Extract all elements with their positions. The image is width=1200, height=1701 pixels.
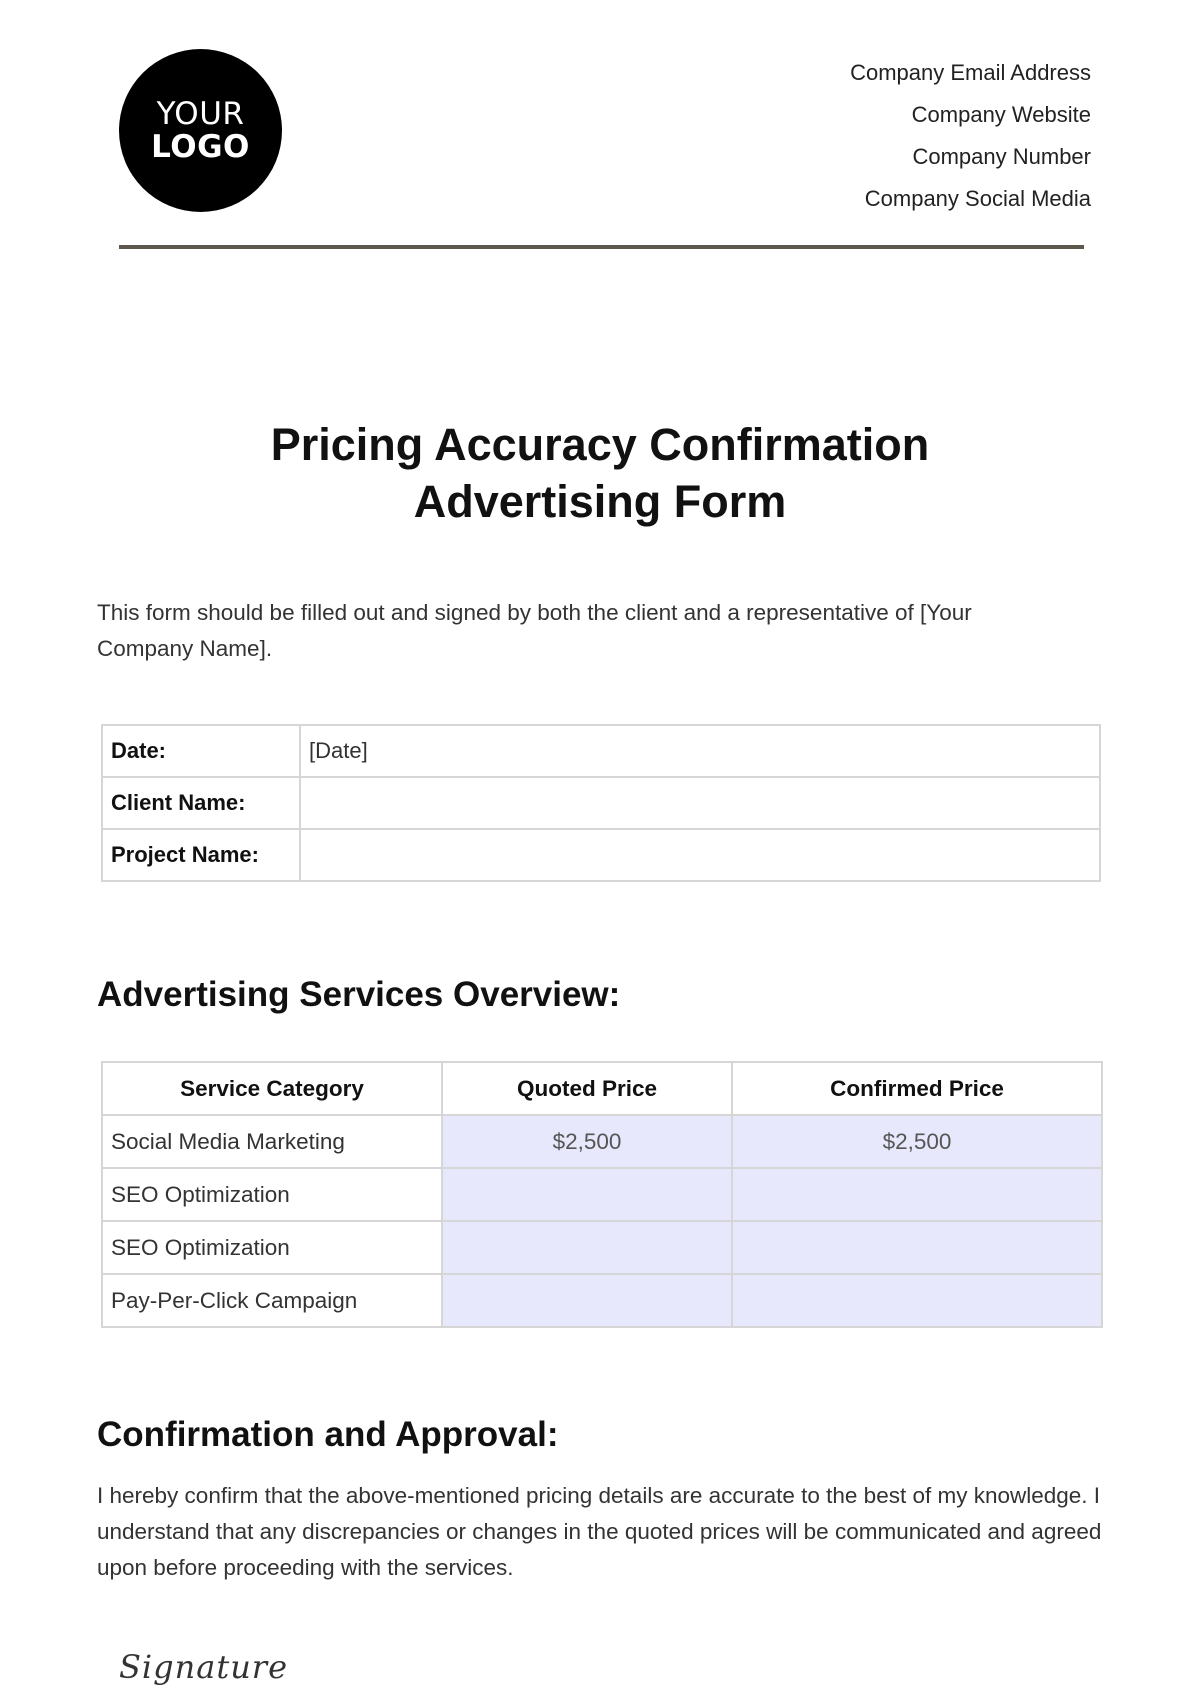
quoted-price-cell[interactable]: $2,500 bbox=[442, 1115, 732, 1168]
intro-paragraph: This form should be filled out and signed by both the client and a representative of [Your Company Name]. bbox=[97, 600, 972, 661]
date-label: Date: bbox=[102, 725, 300, 777]
services-table bbox=[101, 1061, 1103, 1328]
client-name-field[interactable] bbox=[300, 777, 1100, 829]
company-logo bbox=[119, 49, 282, 212]
date-field[interactable]: [Date] bbox=[300, 725, 1100, 777]
form-title bbox=[0, 416, 1200, 530]
service-category-cell: Pay-Per-Click Campaign bbox=[102, 1274, 442, 1327]
company-number: Company Number bbox=[912, 144, 1091, 169]
signature-mark: Signature bbox=[119, 1648, 289, 1686]
confirmation-heading: Confirmation and Approval: bbox=[97, 1415, 559, 1454]
services-heading: Advertising Services Overview: bbox=[97, 975, 621, 1014]
table-row bbox=[102, 829, 1100, 881]
project-name-field[interactable] bbox=[300, 829, 1100, 881]
client-name-label: Client Name: bbox=[102, 777, 300, 829]
confirmation-paragraph: I hereby confirm that the above-mentioned pricing details are accurate to the best of my knowledge. I understand that any discrepancies or changes in the quoted prices will be communicated and agreed upon before proceeding with the services. bbox=[97, 1483, 1102, 1580]
form-title-line-1: Pricing Accuracy Confirmation bbox=[270, 419, 930, 470]
table-row bbox=[102, 1115, 1102, 1168]
logo-line-2: LOGO bbox=[151, 128, 250, 165]
confirmed-price-cell[interactable]: $2,500 bbox=[732, 1115, 1102, 1168]
quoted-price-cell[interactable] bbox=[442, 1168, 732, 1221]
table-row bbox=[102, 1221, 1102, 1274]
quoted-price-cell[interactable] bbox=[442, 1221, 732, 1274]
project-info-table bbox=[101, 724, 1101, 882]
table-row bbox=[102, 1274, 1102, 1327]
company-social-media: Company Social Media bbox=[864, 186, 1091, 211]
confirmed-price-cell[interactable] bbox=[732, 1274, 1102, 1327]
service-category-cell: SEO Optimization bbox=[102, 1168, 442, 1221]
table-row bbox=[102, 1168, 1102, 1221]
table-row bbox=[102, 725, 1100, 777]
column-header-quoted-price: Quoted Price bbox=[442, 1062, 732, 1115]
header-divider bbox=[119, 245, 1084, 249]
confirmed-price-cell[interactable] bbox=[732, 1221, 1102, 1274]
form-title-line-2: Advertising Form bbox=[413, 476, 787, 527]
confirmed-price-cell[interactable] bbox=[732, 1168, 1102, 1221]
company-website: Company Website bbox=[911, 102, 1091, 127]
table-header-row bbox=[102, 1062, 1102, 1115]
company-contact-block bbox=[850, 52, 1091, 220]
service-category-cell: Social Media Marketing bbox=[102, 1115, 442, 1168]
column-header-confirmed-price: Confirmed Price bbox=[732, 1062, 1102, 1115]
logo-line-1: YOUR bbox=[156, 95, 245, 132]
project-name-label: Project Name: bbox=[102, 829, 300, 881]
quoted-price-cell[interactable] bbox=[442, 1274, 732, 1327]
column-header-service-category: Service Category bbox=[102, 1062, 442, 1115]
service-category-cell: SEO Optimization bbox=[102, 1221, 442, 1274]
table-row bbox=[102, 777, 1100, 829]
company-email: Company Email Address bbox=[850, 60, 1091, 85]
